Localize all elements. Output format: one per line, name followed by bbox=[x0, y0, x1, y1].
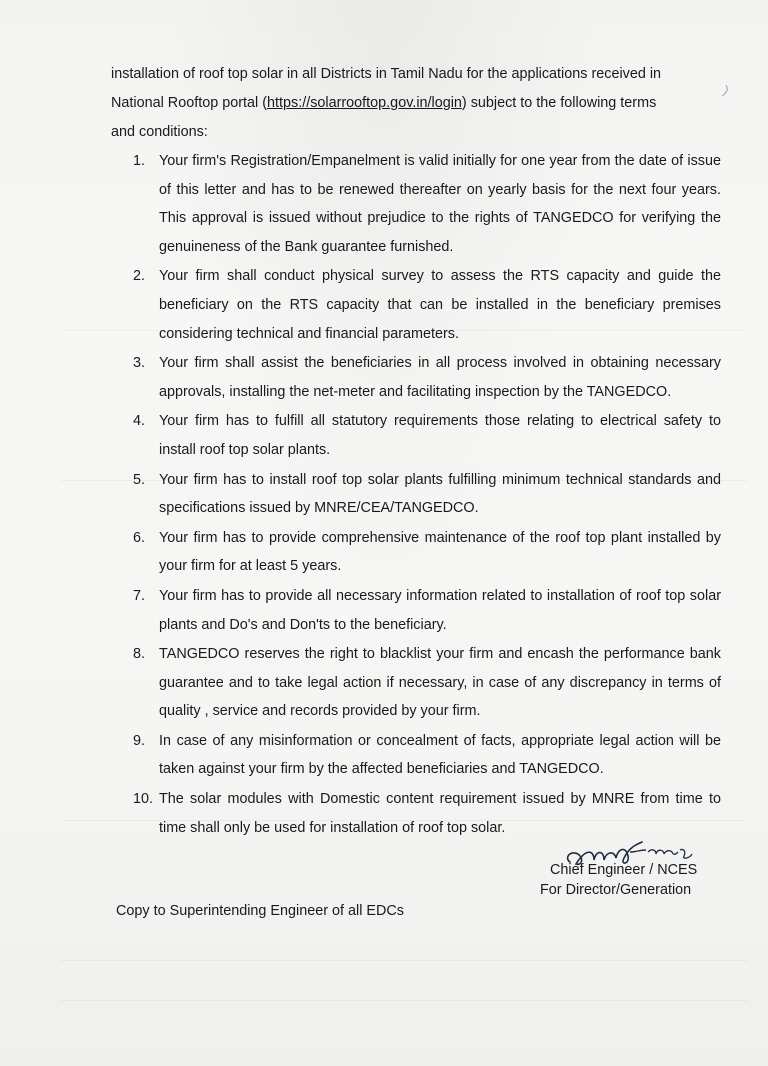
term-number: 10. bbox=[133, 791, 154, 808]
signatory-block bbox=[540, 860, 740, 900]
term-text: Your firm has to provide all necessary information related to installation of roof top solar plants and Do's and Don'ts to the beneficiary. bbox=[159, 587, 721, 633]
term-number: 9. bbox=[133, 732, 146, 749]
term-text: Your firm's Registration/Empanelment is valid initially for one year from the date of issue of this letter and has to be renewed thereafter on yearly basis for the next four years. This approval is issued without prejudice to the rights of TANGEDCO for verifying the genuineness of the Bank guarantee furnished. bbox=[159, 153, 721, 255]
term-text: Your firm shall conduct physical survey to assess the RTS capacity and guide the beneficiary on the RTS capacity that can be installed in the beneficiary premises considering technical and financial parameters. bbox=[159, 268, 721, 342]
term-number: 3. bbox=[133, 355, 146, 372]
term-number: 7. bbox=[133, 587, 146, 604]
portal-link[interactable]: https://solarrooftop.gov.in/login bbox=[267, 95, 462, 111]
term-item bbox=[111, 524, 721, 581]
term-number: 1. bbox=[133, 153, 146, 169]
term-item bbox=[111, 727, 721, 784]
intro-paragraph bbox=[111, 60, 721, 147]
terms-list bbox=[111, 147, 721, 843]
term-item bbox=[111, 262, 721, 348]
intro-line-suffix: ) subject to the following terms bbox=[461, 95, 657, 111]
intro-line: installation of roof top solar in all Districts in Tamil Nadu for the applications received in bbox=[111, 66, 662, 82]
term-text: Your firm shall assist the beneficiaries in all process involved in obtaining necessary approvals, installing the net-meter and facilitating inspection by the TANGEDCO. bbox=[159, 355, 721, 400]
term-number: 5. bbox=[133, 471, 146, 488]
term-text: In case of any misinformation or concealment of facts, appropriate legal action will be taken against your firm by the affected beneficiaries and TANGEDCO. bbox=[159, 732, 721, 778]
term-item bbox=[111, 785, 721, 842]
bleed-through-line bbox=[60, 960, 748, 961]
term-number: 8. bbox=[133, 646, 146, 663]
term-text: TANGEDCO reserves the right to blacklist your firm and encash the performance bank guarantee and to take legal action if necessary, in case of any discrepancy in terms of quality , service and records provided by your firm. bbox=[159, 646, 721, 720]
signatory-designation: Chief Engineer / NCES bbox=[550, 862, 698, 878]
bleed-through-line bbox=[60, 1000, 748, 1001]
intro-line-prefix: National Rooftop portal ( bbox=[111, 95, 267, 111]
term-item bbox=[111, 640, 721, 726]
term-number: 2. bbox=[133, 268, 146, 285]
term-text: Your firm has to fulfill all statutory requirements those relating to electrical safety to install roof top solar plants. bbox=[159, 413, 721, 458]
term-item bbox=[111, 466, 721, 523]
signatory-on-behalf: For Director/Generation bbox=[540, 882, 692, 898]
intro-line: and conditions: bbox=[111, 124, 208, 140]
term-item bbox=[111, 407, 721, 464]
term-number: 4. bbox=[133, 413, 146, 430]
term-item bbox=[111, 147, 721, 261]
term-number: 6. bbox=[133, 529, 146, 546]
term-text: Your firm has to provide comprehensive maintenance of the roof top plant installed by your firm for at least 5 years. bbox=[159, 529, 721, 575]
term-item bbox=[111, 349, 721, 406]
copy-to-line: Copy to Superintending Engineer of all EDCs bbox=[116, 903, 404, 919]
term-text: Your firm has to install roof top solar plants fulfilling minimum technical standards and specifications issued by MNRE/CEA/TANGEDCO. bbox=[159, 471, 721, 517]
term-text: The solar modules with Domestic content requirement issued by MNRE from time to time shall only be used for installation of roof top solar. bbox=[159, 791, 721, 836]
term-item bbox=[111, 582, 721, 639]
intro-line bbox=[111, 89, 721, 118]
